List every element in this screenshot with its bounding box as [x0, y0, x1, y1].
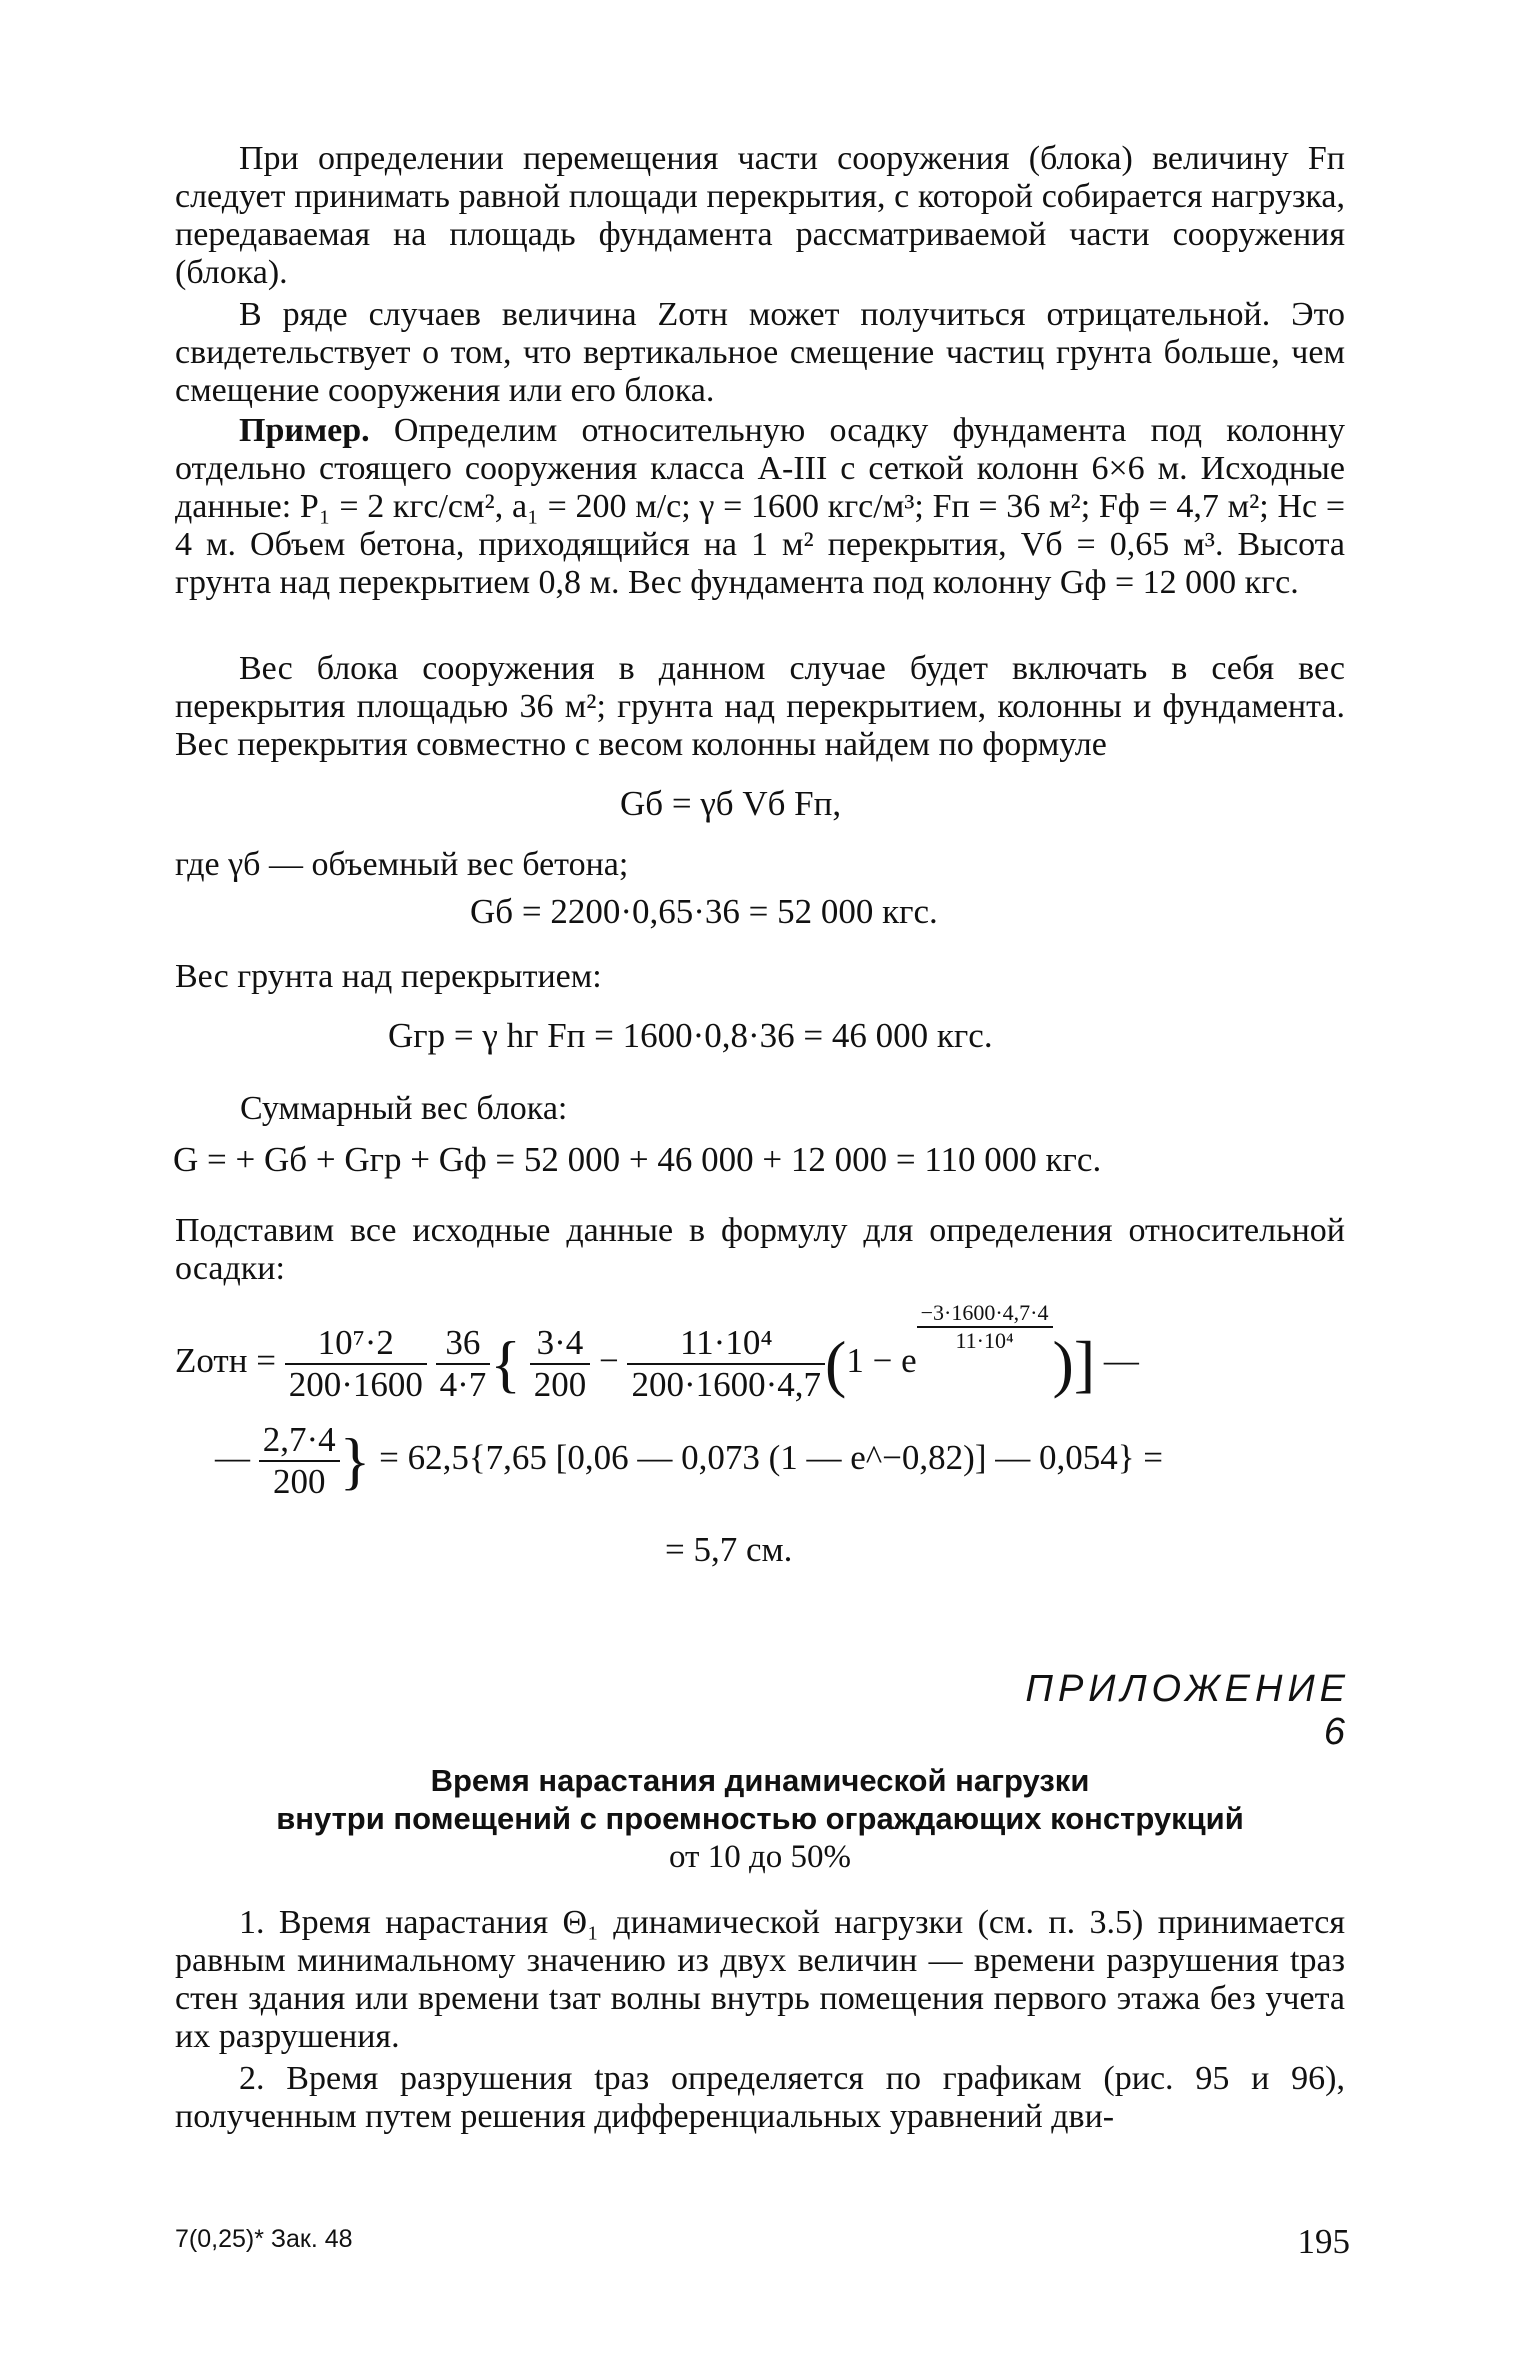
paragraph-substitute [175, 1212, 1345, 1288]
page-number: 195 [1297, 2222, 1350, 2261]
paragraph-text: Определим относительную осадку фундамента под колонну отдельно стоящего сооружения класса А-III с сеткой колонн 6×6 м. Исходные данные: P₁ = 2 кгс/см², a₁ = 200 м/с; γ = 1600 кгс/м³; Fп = 36 м²; Fф = 4,7 м²; Hс = 4 м. Объем бетона, приходящийся на 1 м² перекрытия, Vб = 0,65 м³. Высота грунта над перекрытием 0,8 м. Вес фундамента под колонну Gф = 12 000 кгс. [175, 412, 1346, 601]
paragraph-text: 2. Время разрушения tраз определяется по графикам (рис. 95 и 96), полученным путем решения дифференциальных уравнений дви- [175, 2060, 1345, 2135]
paragraph-text: При определении перемещения части сооружения (блока) величину Fп следует принимать равной площади перекрытия, с которой собирается нагрузка, передаваемая на площадь фундамента рассматриваемой части сооружения (блока). [175, 140, 1345, 291]
fraction-denominator: 200 [259, 1460, 340, 1502]
zotn-lhs: Zотн = [175, 1341, 276, 1380]
fraction-denominator: 4·7 [436, 1363, 491, 1405]
fraction-4 [627, 1323, 825, 1405]
example-label: Пример. [239, 412, 370, 449]
paragraph-gamma-def [175, 846, 1345, 884]
footer-print-info: 7(0,25)* Зак. 48 [175, 2225, 353, 2253]
fraction-3 [530, 1323, 591, 1405]
exponent-fraction [917, 1300, 1053, 1354]
paragraph-text: где γб — объемный вес бетона; [175, 846, 629, 883]
zotn-evaluation: = 62,5{7,65 [0,06 — 0,073 (1 — e^−0,82)] — 0,054} = [379, 1438, 1164, 1478]
paragraph-text: Суммарный вес блока: [240, 1090, 568, 1127]
open-paren: ( [825, 1327, 847, 1399]
fraction-numerator: 3·4 [536, 1322, 584, 1362]
appendix-item-1 [175, 1904, 1345, 2056]
fraction-denominator: 200·1600 [285, 1363, 427, 1405]
paragraph-example [175, 412, 1345, 602]
open-brace: { [490, 1327, 521, 1399]
paragraph-text: Подставим все исходные данные в формулу для определения относительной осадки: [175, 1212, 1345, 1287]
paragraph-total-weight [240, 1090, 1410, 1128]
fraction-numerator: 10⁷·2 [317, 1322, 394, 1362]
close-bracket: ] [1073, 1327, 1096, 1399]
fraction-numerator: −3·1600·4,7·4 [920, 1300, 1049, 1325]
fraction-denominator: 200 [530, 1363, 591, 1405]
paragraph-zotn-negative [175, 296, 1345, 410]
close-brace: } [339, 1425, 371, 1496]
equation-result: = 5,7 см. [665, 1530, 793, 1569]
appendix-label: ПРИЛОЖЕНИЕ 6 [1025, 1668, 1350, 1753]
fraction-numerator: 36 [445, 1322, 481, 1362]
appendix-item-2 [175, 2060, 1345, 2136]
equation-zotn-line1: Zотн = $\frac{\text{10⁷·2}}{200\cdot 1600}$ $\frac{36}{4\cdot 7}$ { $\frac{3\cdot 4}{200}$ − $\frac{\text{11·10⁴}}{200\cdot 1600\cdot 4,7}$ (1 − e $\frac{-3\cdot 1600\cdot 4,7\cdot 4}{\text{11·10⁴}}$ )] — [175, 1300, 1139, 1404]
fraction-numerator: 2,7·4 [262, 1420, 336, 1459]
one-minus-e: 1 − e [846, 1341, 917, 1380]
fraction-numerator: 11·10⁴ [679, 1322, 773, 1362]
close-paren: ) [1052, 1327, 1074, 1399]
paragraph-block-weight [175, 650, 1345, 764]
paragraph-soil-weight [175, 958, 1345, 996]
fraction-1 [285, 1323, 427, 1405]
appendix-title-line1: Время нарастания динамической нагрузки [430, 1763, 1090, 1798]
equation-ggr: Gгр = γ hг Fп = 1600·0,8·36 = 46 000 кгс. [388, 1016, 993, 1055]
appendix-title-line3: от 10 до 50% [668, 1839, 851, 1875]
equation-gb-value: Gб = 2200·0,65·36 = 52 000 кгс. [470, 892, 938, 931]
paragraph-fp-definition [175, 140, 1345, 292]
fraction-5 [259, 1420, 340, 1502]
equation-zotn-line2: — $\frac{2,7\cdot 4}{200}$ } = 62,5{7,65 [0,06 — 0,073 (1 — e^−0,82)] — 0,054} = [215, 1420, 1164, 1501]
paragraph-text: Вес грунта над перекрытием: [175, 958, 602, 995]
equation-total-g: G = + Gб + Gгр + Gф = 52 000 + 46 000 + 12 000 = 110 000 кгс. [173, 1140, 1102, 1179]
paragraph-text: 1. Время нарастания Θ₁ динамической нагрузки (см. п. 3.5) принимается равным минимальному значению из двух величин — времени разрушения tраз стен здания или времени tзат волны внутрь помещения первого этажа без учета их разрушения. [175, 1904, 1345, 2055]
equation-gb-formula: Gб = γб Vб Fп, [620, 784, 842, 823]
fraction-denominator: 200·1600·4,7 [627, 1363, 825, 1405]
appendix-title-line2: внутри помещений с проемностью ограждающих конструкций [276, 1801, 1244, 1836]
paragraph-text: В ряде случаев величина Zотн может получиться отрицательной. Это свидетельствует о том, что вертикальное смещение частиц грунта больше, чем смещение сооружения или его блока. [175, 296, 1345, 409]
paragraph-text: Вес блока сооружения в данном случае будет включать в себя вес перекрытия площадью 36 м²; грунта над перекрытием, колонны и фундамента. Вес перекрытия совместно с весом колонны найдем по формуле [175, 650, 1345, 763]
fraction-2 [436, 1323, 491, 1405]
fraction-denominator: 11·10⁴ [917, 1326, 1053, 1354]
